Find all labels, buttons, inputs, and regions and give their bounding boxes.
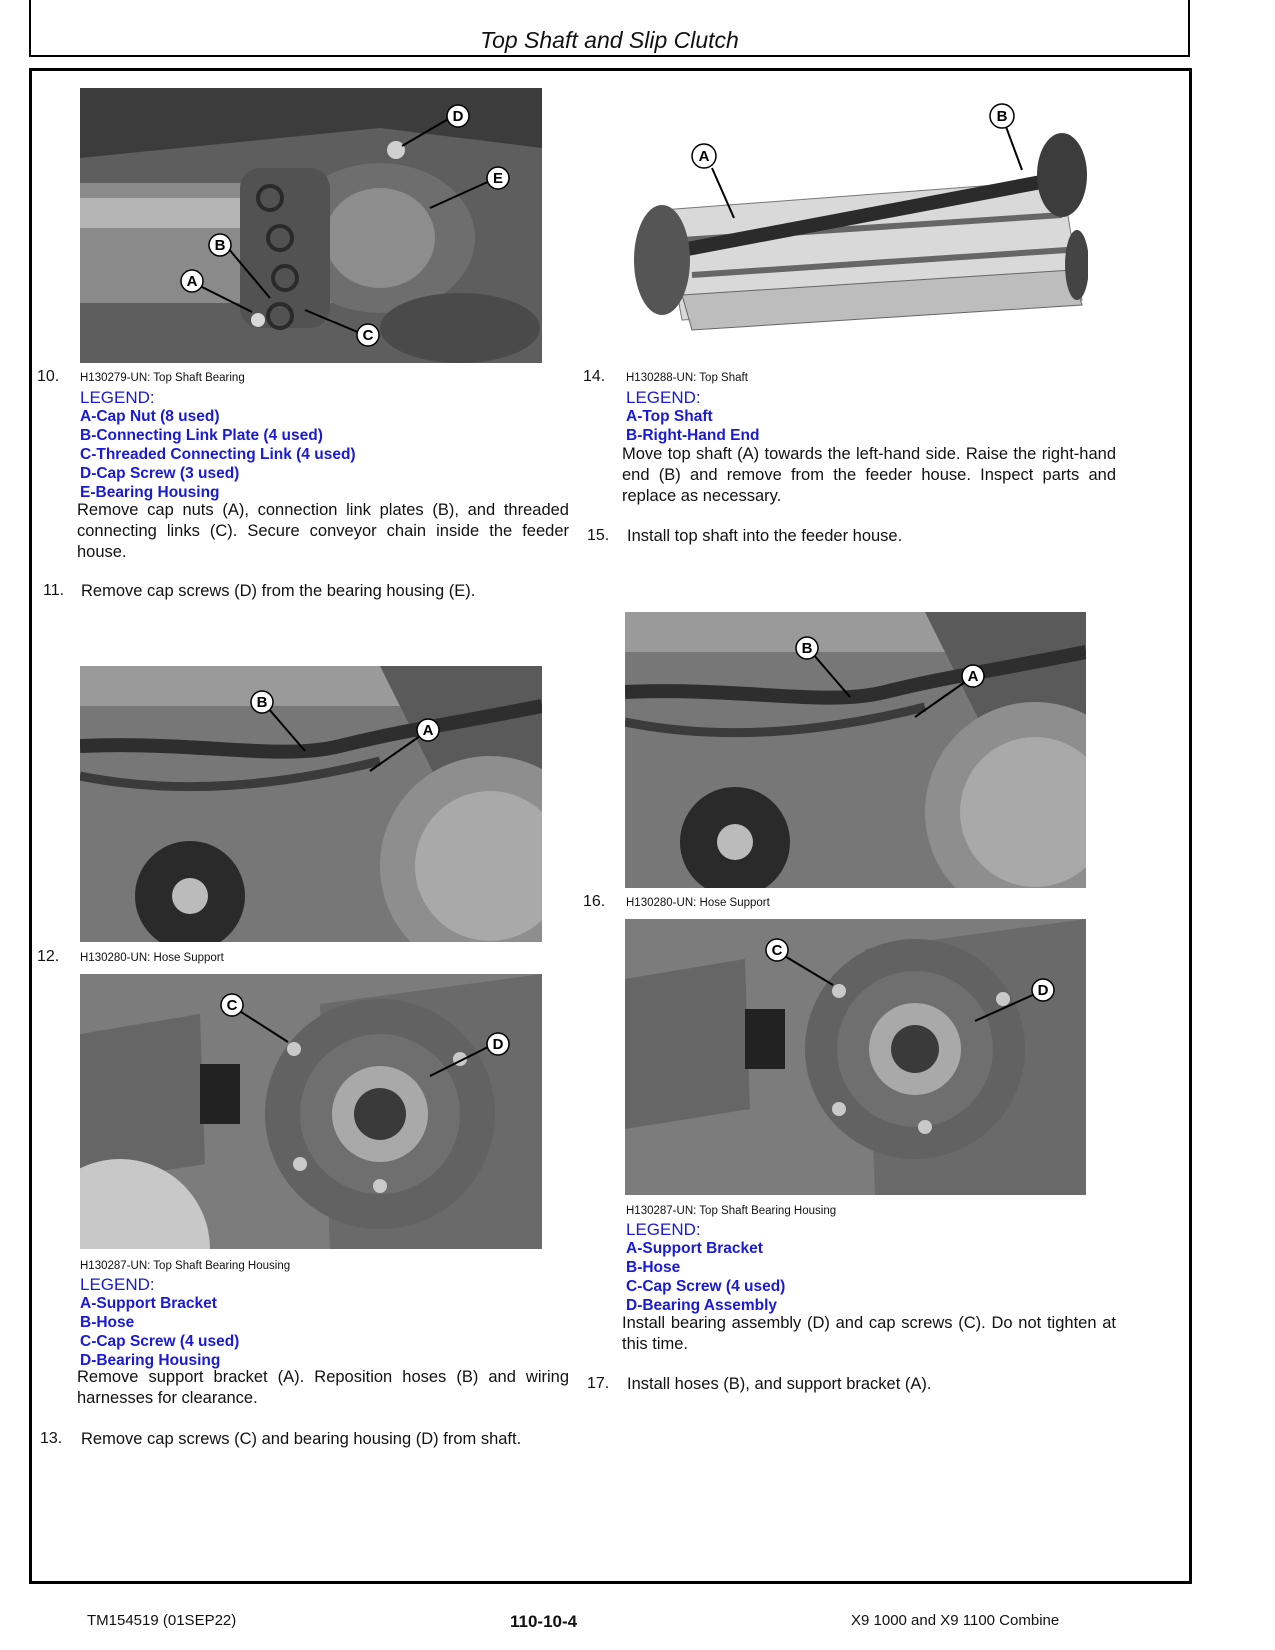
photo-bearing-housing (625, 919, 1086, 1195)
callout-e: E (492, 170, 504, 187)
figure-caption: H130287-UN: Top Shaft Bearing Housing (626, 1205, 837, 1217)
legend-item: A-Support Bracket (80, 1295, 217, 1312)
callout-c: C (362, 327, 374, 344)
footer-doc-id: TM154519 (01SEP22) (87, 1612, 237, 1629)
callout-d: D (492, 1036, 504, 1053)
callout-d: D (1037, 982, 1049, 999)
callout-a: A (967, 668, 979, 685)
photo-bearing-housing (80, 974, 542, 1249)
step-text: Remove cap nuts (A), connection link plates (B), and threaded connecting links (C). Secure conveyor chain inside the feeder house. (77, 501, 569, 561)
step-number: 13. (40, 1430, 63, 1447)
figure-caption: H130280-UN: Hose Support (80, 952, 224, 964)
step-number: 16. (583, 893, 606, 910)
step-text: Install hoses (B), and support bracket (A). (627, 1375, 932, 1393)
legend-item: C-Threaded Connecting Link (4 used) (80, 446, 356, 463)
callout-a: A (186, 273, 198, 290)
legend-title: LEGEND: (626, 1220, 701, 1239)
photo-top-shaft (622, 100, 1088, 345)
callout-c: C (771, 942, 783, 959)
legend-item: D-Bearing Assembly (626, 1297, 778, 1314)
legend-item: C-Cap Screw (4 used) (80, 1333, 240, 1350)
callout-c: C (226, 997, 238, 1014)
footer-page-number: 110-10-4 (510, 1612, 578, 1631)
legend-title: LEGEND: (80, 1275, 155, 1294)
step-number: 12. (37, 948, 60, 965)
footer-model: X9 1000 and X9 1100 Combine (851, 1612, 1060, 1629)
step-number: 17. (587, 1375, 610, 1392)
callout-b: B (801, 640, 813, 657)
legend (80, 388, 356, 502)
step-number: 11. (43, 582, 65, 599)
legend-item: A-Cap Nut (8 used) (80, 408, 220, 425)
photo-hose-support (625, 612, 1086, 888)
legend-item: B-Hose (80, 1314, 135, 1331)
legend-title: LEGEND: (80, 388, 155, 407)
legend-item: B-Hose (626, 1259, 681, 1276)
step-text: Remove support bracket (A). Reposition hoses (B) and wiring harnesses for clearance. (77, 1368, 569, 1407)
legend-title: LEGEND: (626, 388, 701, 407)
legend-item: E-Bearing Housing (80, 484, 220, 501)
legend (80, 1275, 239, 1370)
page-header (29, 0, 1190, 57)
legend-item: A-Support Bracket (626, 1240, 763, 1257)
step-number: 10. (37, 368, 60, 385)
callout-b: B (996, 108, 1008, 125)
figure-caption: H130280-UN: Hose Support (626, 897, 770, 909)
callout-a: A (698, 148, 710, 165)
step-text: Remove cap screws (D) from the bearing housing (E). (81, 582, 476, 600)
step-text: Install top shaft into the feeder house. (627, 527, 903, 545)
legend-item: C-Cap Screw (4 used) (626, 1278, 786, 1295)
legend-item: B-Right-Hand End (626, 427, 760, 444)
legend-item: B-Connecting Link Plate (4 used) (80, 427, 323, 444)
page-title: Top Shaft and Slip Clutch (480, 27, 739, 53)
legend-item: D-Cap Screw (3 used) (80, 465, 240, 482)
figure-caption: H130279-UN: Top Shaft Bearing (80, 372, 245, 384)
callout-a: A (422, 722, 434, 739)
legend (626, 1220, 785, 1315)
step-number: 14. (583, 368, 606, 385)
step-text: Remove cap screws (C) and bearing housing (D) from shaft. (81, 1430, 522, 1448)
legend-item: A-Top Shaft (626, 408, 713, 425)
step-text: Install bearing assembly (D) and cap screws (C). Do not tighten at this time. (622, 1314, 1116, 1353)
step-text: Move top shaft (A) towards the left-hand side. Raise the right-hand end (B) and remove from the feeder house. Inspect parts and replace as necessary. (622, 445, 1116, 505)
callout-b: B (256, 694, 268, 711)
callout-b: B (214, 237, 226, 254)
legend-item: D-Bearing Housing (80, 1352, 221, 1369)
figure-caption: H130288-UN: Top Shaft (626, 372, 748, 384)
step-number: 15. (587, 527, 610, 544)
legend (626, 388, 759, 445)
figure-caption: H130287-UN: Top Shaft Bearing Housing (80, 1260, 291, 1272)
photo-top-shaft-bearing (80, 88, 542, 363)
callout-d: D (452, 108, 464, 125)
photo-hose-support (80, 666, 542, 942)
